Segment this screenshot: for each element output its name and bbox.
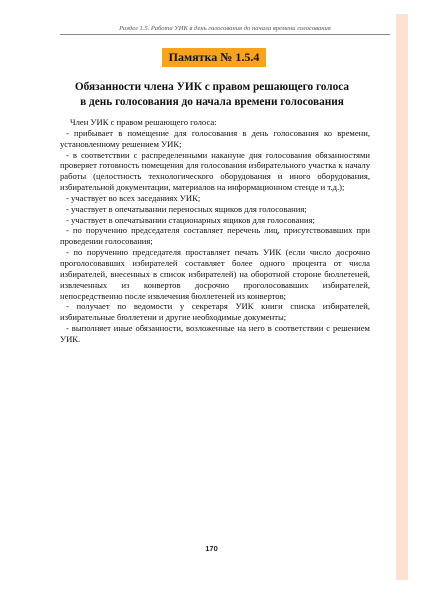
duty-item: - в соответствии с распределенными накануне дня голосования обязанностями проверяет готовность помещения для голосования избирательного участка к началу работы (целостность технологического оборудования и иного оборудования, избирательной документации, материалов на информационном стенде и т.д.); (60, 149, 370, 193)
page-number: 170 (205, 544, 218, 553)
duty-item: - участвует во всех заседаниях УИК; (66, 192, 201, 203)
decorative-side-stripe (396, 14, 408, 580)
duty-item: - по поручению председателя составляет перечень лиц, присутствовавших при проведении голосования; (60, 225, 370, 247)
duty-item: - прибывает в помещение для голосования в день голосования ко времени, установленному решением УИК; (60, 127, 370, 149)
running-header: Раздел 1.5. Работа УИК в день голосования до начала времени голосования (119, 25, 331, 32)
duty-item: - получает по ведомости у секретаря УИК книги списка избирателей, избирательные бюллетени и другие необходимые документы; (60, 301, 370, 323)
duty-item: - участвует в опечатывании переносных ящиков для голосования; (66, 203, 307, 214)
duty-item: - участвует в опечатывании стационарных ящиков для голосования; (66, 214, 315, 225)
duty-item: - по поручению председателя проставляет печать УИК (если число досрочно проголосовавших избирателей составляет более одного процента от числа избирателей, внесенных в список избирателей) на оборотной стороне бюллетеней, извлеченных из конвертов досрочно проголосовавших избирателей, непосредственно после извлечения бюллетеней из конвертов; (60, 247, 370, 301)
document-title-line-1: Обязанности члена УИК с правом решающего голоса (74, 81, 350, 93)
header-divider (60, 34, 390, 35)
duty-item: - выполняет иные обязанности, возложенные на него в соответствии с решением УИК. (60, 323, 370, 344)
body-intro: Член УИК с правом решающего голоса: (70, 117, 217, 127)
document-body (60, 117, 370, 345)
document-title (58, 80, 366, 109)
document-title-line-2: в день голосования до начала времени голосования (80, 95, 344, 108)
memo-number-badge: Памятка № 1.5.4 (162, 48, 266, 67)
